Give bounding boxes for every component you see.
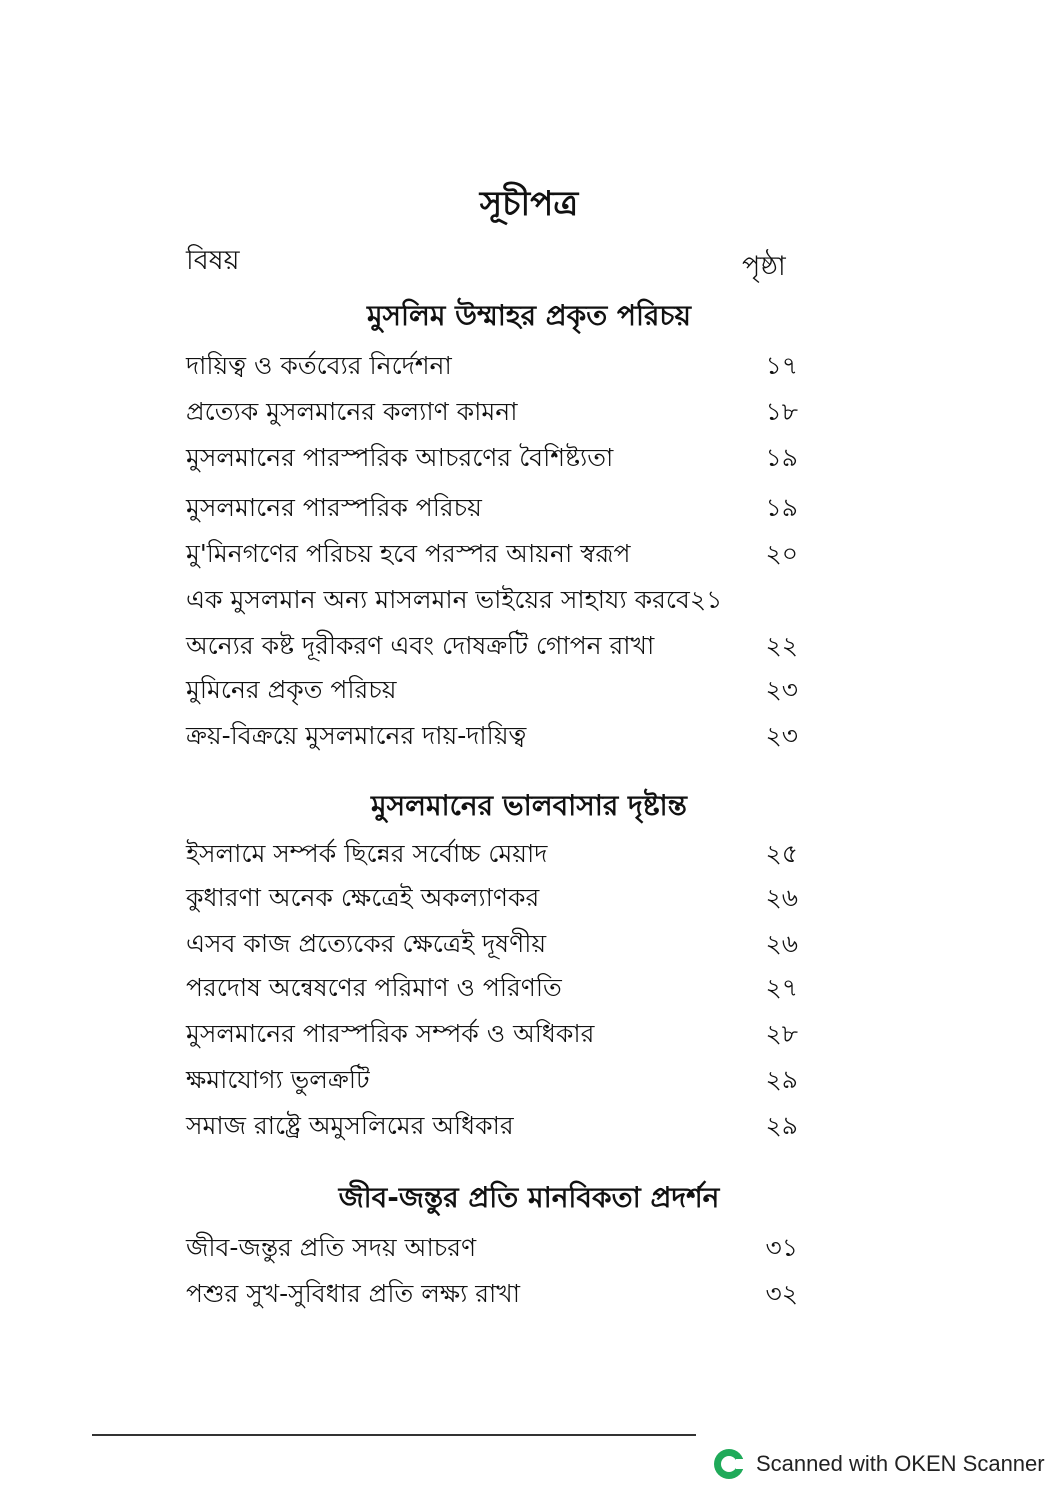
toc-entry[interactable] xyxy=(186,1060,798,1100)
entry-page: ২৩ xyxy=(765,675,798,704)
entry-title: ইসলামে সম্পর্ক ছিন্নের সর্বোচ্চ মেয়াদ xyxy=(186,839,548,868)
entry-title: মুসলমানের পারস্পরিক সম্পর্ক ও অধিকার xyxy=(186,1019,595,1048)
toc-entry[interactable] xyxy=(186,670,798,710)
entry-page: ২৫ xyxy=(765,839,798,868)
entry-page: ৩১ xyxy=(765,1233,798,1262)
section-title: জীব-জন্তুর প্রতি মানবিকতা প্রদর্শন xyxy=(338,1181,720,1214)
entry-page: ১৯ xyxy=(765,493,798,522)
section-title: মুসলমানের ভালবাসার দৃষ্টান্ত xyxy=(371,789,687,822)
page-title: সূচীপত্র xyxy=(479,184,579,224)
toc-entry[interactable] xyxy=(186,438,798,478)
entry-page: ২৮ xyxy=(765,1019,798,1048)
scanner-watermark xyxy=(712,1446,1045,1482)
entry-page: ৩২ xyxy=(765,1279,798,1308)
oken-scanner-logo-icon xyxy=(712,1447,746,1481)
toc-entry[interactable] xyxy=(186,1014,798,1054)
footer-rule xyxy=(92,1434,696,1436)
scanner-watermark-text: Scanned with OKEN Scanner xyxy=(756,1451,1045,1476)
entry-page: ২১ xyxy=(689,585,723,614)
entry-page: ২০ xyxy=(765,539,798,568)
toc-entry[interactable] xyxy=(186,878,798,918)
toc-entry[interactable] xyxy=(186,346,798,386)
entry-title: অন্যের কষ্ট দূরীকরণ এবং দোষক্রটি গোপন রাখা xyxy=(186,631,655,660)
section-title: মুসলিম উম্মাহর প্রকৃত পরিচয় xyxy=(366,299,692,332)
toc-entry[interactable] xyxy=(186,1106,798,1146)
toc-entry[interactable] xyxy=(186,392,798,432)
entry-title: ক্রয়-বিক্রয়ে মুসলমানের দায়-দায়িত্ব xyxy=(186,721,527,750)
entry-page: ২৩ xyxy=(765,721,798,750)
entry-page: ১৮ xyxy=(765,397,798,426)
entry-title: এক মুসলমান অন্য মাসলমান ভাইয়ের সাহায্য করবে xyxy=(186,585,690,614)
entry-page: ২৯ xyxy=(765,1111,798,1140)
toc-entry[interactable] xyxy=(186,924,798,964)
toc-entry[interactable] xyxy=(186,1274,798,1314)
toc-entry[interactable] xyxy=(186,534,798,574)
entry-title: পরদোষ অন্বেষণের পরিমাণ ও পরিণতি xyxy=(186,973,562,1002)
toc-entry[interactable] xyxy=(186,968,798,1008)
entry-page: ২৯ xyxy=(765,1065,798,1094)
entry-title: মুমিনের প্রকৃত পরিচয় xyxy=(186,675,397,704)
entry-title: মুসলমানের পারস্পরিক পরিচয় xyxy=(186,493,482,522)
entry-page: ১৭ xyxy=(765,351,798,380)
toc-entry[interactable] xyxy=(186,488,798,528)
entry-page: ২২ xyxy=(765,631,798,660)
entry-title: সমাজ রাষ্ট্রে অমুসলিমের অধিকার xyxy=(186,1111,514,1140)
entry-page: ২৬ xyxy=(765,929,798,958)
entry-title: মুসলমানের পারস্পরিক আচরণের বৈশিষ্ট্যতা xyxy=(186,443,614,472)
entry-title: এসব কাজ প্রত্যেকের ক্ষেত্রেই দূষণীয় xyxy=(186,929,547,958)
entry-title: কুধারণা অনেক ক্ষেত্রেই অকল্যাণকর xyxy=(186,883,540,912)
column-header-subject: বিষয় xyxy=(186,245,240,276)
entry-page: ২৬ xyxy=(765,883,798,912)
entry-title: ক্ষমাযোগ্য ভুলক্রটি xyxy=(186,1065,370,1094)
toc-entry[interactable] xyxy=(186,834,798,874)
entry-title: জীব-জন্তুর প্রতি সদয় আচরণ xyxy=(186,1233,477,1262)
entry-title: পশুর সুখ-সুবিধার প্রতি লক্ষ্য রাখা xyxy=(186,1279,520,1308)
toc-entry[interactable] xyxy=(186,626,798,666)
entry-page: ২৭ xyxy=(765,973,798,1002)
entry-title: প্রত্যেক মুসলমানের কল্যাণ কামনা xyxy=(186,397,518,426)
toc-entry[interactable] xyxy=(186,1228,798,1268)
column-header-page: পৃষ্ঠা xyxy=(742,251,786,282)
entry-title: মু'মিনগণের পরিচয় হবে পরস্পর আয়না স্বরূপ xyxy=(186,539,631,568)
entry-page: ১৯ xyxy=(765,443,798,472)
toc-entry[interactable] xyxy=(186,580,826,620)
toc-entry[interactable] xyxy=(186,716,798,756)
entry-title: দায়িত্ব ও কর্তব্যের নির্দেশনা xyxy=(186,351,452,380)
